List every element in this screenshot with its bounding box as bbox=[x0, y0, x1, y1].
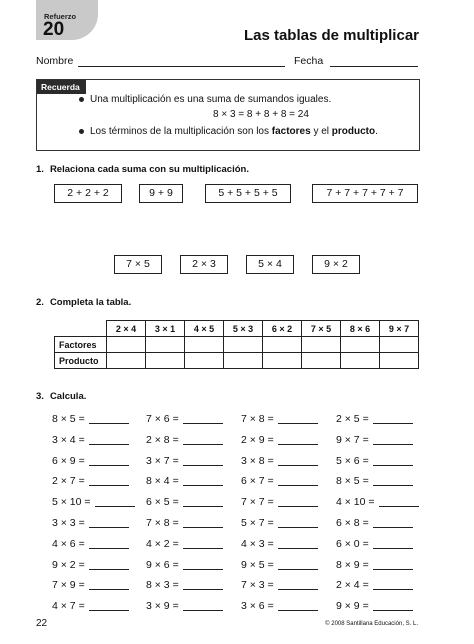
calc-expression: 2 × 4 = bbox=[336, 579, 369, 592]
calc-item bbox=[146, 475, 223, 487]
table-header: 6 × 2 bbox=[263, 321, 302, 337]
calc-item bbox=[146, 434, 223, 446]
answer-blank[interactable] bbox=[373, 423, 413, 424]
recuerda-tag: Recuerda bbox=[37, 80, 86, 94]
calc-expression: 5 × 10 = bbox=[52, 496, 91, 509]
product-box[interactable]: 2 × 3 bbox=[180, 255, 228, 274]
answer-blank[interactable] bbox=[278, 610, 318, 611]
name-field[interactable] bbox=[78, 66, 285, 67]
answer-cell[interactable] bbox=[224, 353, 263, 369]
calc-item bbox=[336, 434, 413, 446]
answer-cell[interactable] bbox=[107, 353, 146, 369]
calc-item bbox=[241, 413, 318, 425]
date-field[interactable] bbox=[330, 66, 418, 67]
calc-item bbox=[146, 413, 223, 425]
calc-expression: 9 × 7 = bbox=[336, 433, 369, 446]
answer-blank[interactable] bbox=[278, 589, 318, 590]
calc-expression: 7 × 7 = bbox=[241, 496, 274, 509]
answer-cell[interactable] bbox=[146, 353, 185, 369]
answer-blank[interactable] bbox=[278, 569, 318, 570]
calc-expression: 3 × 4 = bbox=[52, 433, 85, 446]
answer-cell[interactable] bbox=[341, 337, 380, 353]
calc-expression: 6 × 5 = bbox=[146, 496, 179, 509]
calc-item bbox=[146, 600, 223, 612]
calc-item bbox=[241, 579, 318, 591]
calc-item bbox=[52, 517, 129, 529]
product-box[interactable]: 5 × 4 bbox=[246, 255, 294, 274]
calc-expression: 2 × 5 = bbox=[336, 413, 369, 425]
calc-expression: 7 × 3 = bbox=[241, 579, 274, 592]
answer-blank[interactable] bbox=[278, 444, 318, 445]
calc-expression: 3 × 9 = bbox=[146, 600, 179, 613]
answer-cell[interactable] bbox=[302, 337, 341, 353]
answer-blank[interactable] bbox=[89, 610, 129, 611]
answer-cell[interactable] bbox=[302, 353, 341, 369]
sum-box[interactable]: 7 + 7 + 7 + 7 + 7 bbox=[312, 184, 418, 203]
calc-item bbox=[336, 517, 413, 529]
calc-expression: 9 × 6 = bbox=[146, 558, 179, 571]
calc-item bbox=[146, 517, 223, 529]
table-header: 3 × 1 bbox=[146, 321, 185, 337]
answer-cell[interactable] bbox=[185, 337, 224, 353]
table-row bbox=[55, 353, 419, 369]
calc-item bbox=[336, 538, 413, 550]
calc-item bbox=[241, 559, 318, 571]
answer-blank[interactable] bbox=[89, 569, 129, 570]
calc-item bbox=[146, 538, 223, 550]
calc-expression: 4 × 7 = bbox=[52, 600, 85, 613]
calc-item bbox=[336, 579, 413, 591]
answer-blank[interactable] bbox=[89, 465, 129, 466]
calc-item bbox=[241, 496, 318, 508]
multiplication-table bbox=[54, 320, 419, 369]
calc-expression: 3 × 3 = bbox=[52, 517, 85, 529]
recuerda-example: 8 × 3 = 8 + 8 + 8 = 24 bbox=[213, 109, 309, 120]
table-header: 7 × 5 bbox=[302, 321, 341, 337]
calc-expression: 4 × 3 = bbox=[241, 537, 274, 550]
table-corner bbox=[55, 321, 107, 337]
answer-blank[interactable] bbox=[183, 610, 223, 611]
answer-blank[interactable] bbox=[373, 548, 413, 549]
answer-blank[interactable] bbox=[278, 485, 318, 486]
answer-blank[interactable] bbox=[183, 465, 223, 466]
calc-expression: 2 × 9 = bbox=[241, 433, 274, 446]
answer-blank[interactable] bbox=[278, 506, 318, 507]
answer-cell[interactable] bbox=[341, 353, 380, 369]
calc-item bbox=[241, 455, 318, 467]
calc-expression: 6 × 0 = bbox=[336, 537, 369, 550]
answer-blank[interactable] bbox=[373, 465, 413, 466]
answer-cell[interactable] bbox=[224, 337, 263, 353]
bullet-icon bbox=[79, 97, 84, 102]
table-row bbox=[55, 337, 419, 353]
answer-blank[interactable] bbox=[183, 423, 223, 424]
calc-expression: 7 × 8 = bbox=[241, 413, 274, 425]
answer-blank[interactable] bbox=[95, 506, 135, 507]
answer-blank[interactable] bbox=[183, 569, 223, 570]
calc-expression: 9 × 5 = bbox=[241, 558, 274, 571]
calc-item bbox=[336, 413, 413, 425]
calc-expression: 8 × 3 = bbox=[146, 579, 179, 592]
tab-label: Refuerzo bbox=[44, 12, 77, 21]
answer-blank[interactable] bbox=[373, 569, 413, 570]
table-header: 8 × 6 bbox=[341, 321, 380, 337]
calc-item bbox=[52, 475, 129, 487]
calc-item bbox=[52, 600, 129, 612]
calc-expression: 8 × 5 = bbox=[52, 413, 85, 425]
product-box[interactable]: 7 × 5 bbox=[114, 255, 162, 274]
calc-expression: 2 × 7 = bbox=[52, 475, 85, 488]
calc-item bbox=[336, 475, 413, 487]
calc-item bbox=[241, 600, 318, 612]
answer-blank[interactable] bbox=[89, 485, 129, 486]
calc-expression: 8 × 9 = bbox=[336, 558, 369, 571]
calc-item bbox=[241, 517, 318, 529]
answer-blank[interactable] bbox=[373, 444, 413, 445]
calc-item bbox=[336, 496, 419, 508]
calc-expression: 2 × 8 = bbox=[146, 433, 179, 446]
calc-item bbox=[146, 559, 223, 571]
answer-blank[interactable] bbox=[183, 548, 223, 549]
calc-expression: 3 × 6 = bbox=[241, 600, 274, 613]
calc-expression: 6 × 8 = bbox=[336, 517, 369, 529]
calc-expression: 6 × 9 = bbox=[52, 454, 85, 467]
calc-expression: 4 × 2 = bbox=[146, 537, 179, 550]
answer-blank[interactable] bbox=[183, 485, 223, 486]
answer-cell[interactable] bbox=[185, 353, 224, 369]
answer-blank[interactable] bbox=[373, 610, 413, 611]
answer-blank[interactable] bbox=[278, 527, 318, 528]
answer-blank[interactable] bbox=[373, 485, 413, 486]
answer-blank[interactable] bbox=[89, 548, 129, 549]
calc-expression: 9 × 9 = bbox=[336, 600, 369, 613]
calc-item bbox=[52, 559, 129, 571]
page-number: 22 bbox=[36, 618, 48, 629]
table-header: 5 × 3 bbox=[224, 321, 263, 337]
calc-expression: 8 × 5 = bbox=[336, 475, 369, 488]
bullet-icon bbox=[79, 129, 84, 134]
calc-item bbox=[336, 455, 413, 467]
answer-cell[interactable] bbox=[146, 337, 185, 353]
answer-cell[interactable] bbox=[263, 353, 302, 369]
calc-item bbox=[52, 455, 129, 467]
answer-blank[interactable] bbox=[373, 589, 413, 590]
calc-expression: 5 × 6 = bbox=[336, 454, 369, 467]
answer-cell[interactable] bbox=[263, 337, 302, 353]
calc-expression: 5 × 7 = bbox=[241, 517, 274, 529]
calc-item bbox=[52, 538, 129, 550]
answer-blank[interactable] bbox=[89, 527, 129, 528]
answer-blank[interactable] bbox=[183, 444, 223, 445]
calc-item bbox=[52, 434, 129, 446]
answer-blank[interactable] bbox=[89, 444, 129, 445]
answer-blank[interactable] bbox=[278, 548, 318, 549]
answer-blank[interactable] bbox=[89, 589, 129, 590]
exercise-2-title: 2. Completa la tabla. bbox=[36, 297, 132, 308]
calc-expression: 7 × 9 = bbox=[52, 579, 85, 592]
calc-expression: 4 × 10 = bbox=[336, 496, 375, 509]
product-box[interactable]: 9 × 2 bbox=[312, 255, 360, 274]
calc-expression: 8 × 4 = bbox=[146, 475, 179, 488]
row-label-factores: Factores bbox=[55, 337, 107, 353]
table-header: 4 × 5 bbox=[185, 321, 224, 337]
row-label-producto: Producto bbox=[55, 353, 107, 369]
answer-blank[interactable] bbox=[278, 465, 318, 466]
tab-number: 20 bbox=[43, 19, 65, 40]
calc-item bbox=[146, 579, 223, 591]
recuerda-line-3: Los términos de la multiplicación son los factores y el producto. bbox=[79, 126, 378, 137]
calc-item bbox=[241, 475, 318, 487]
recuerda-line-1: Una multiplicación es una suma de sumandos iguales. bbox=[79, 94, 331, 105]
calc-item bbox=[52, 579, 129, 591]
answer-blank[interactable] bbox=[183, 589, 223, 590]
answer-blank[interactable] bbox=[373, 527, 413, 528]
calc-expression: 9 × 2 = bbox=[52, 558, 85, 571]
calc-item bbox=[146, 455, 223, 467]
answer-blank[interactable] bbox=[183, 527, 223, 528]
calc-item bbox=[146, 496, 223, 508]
calc-item bbox=[52, 413, 129, 425]
page-title: Las tablas de multiplicar bbox=[243, 27, 419, 44]
calc-expression: 3 × 8 = bbox=[241, 454, 274, 467]
calc-item bbox=[241, 434, 318, 446]
answer-blank[interactable] bbox=[278, 423, 318, 424]
calc-item bbox=[336, 600, 413, 612]
answer-blank[interactable] bbox=[89, 423, 129, 424]
name-date-row bbox=[36, 55, 418, 71]
calc-expression: 4 × 6 = bbox=[52, 537, 85, 550]
calc-item bbox=[336, 559, 413, 571]
answer-cell[interactable] bbox=[107, 337, 146, 353]
answer-cell[interactable] bbox=[380, 353, 419, 369]
calc-expression: 7 × 8 = bbox=[146, 517, 179, 529]
answer-blank[interactable] bbox=[379, 506, 419, 507]
name-label: Nombre bbox=[36, 55, 74, 67]
calc-item bbox=[241, 538, 318, 550]
sum-box[interactable]: 2 + 2 + 2 bbox=[54, 184, 122, 203]
exercise-3-title: 3. Calcula. bbox=[36, 391, 87, 402]
copyright: © 2008 Santillana Educación, S. L. bbox=[325, 621, 418, 627]
calc-expression: 6 × 7 = bbox=[241, 475, 274, 488]
sum-box[interactable]: 5 + 5 + 5 + 5 bbox=[205, 184, 291, 203]
date-label: Fecha bbox=[294, 55, 324, 67]
recuerda-box bbox=[36, 79, 420, 151]
answer-blank[interactable] bbox=[183, 506, 223, 507]
table-header: 9 × 7 bbox=[380, 321, 419, 337]
calc-expression: 7 × 6 = bbox=[146, 413, 179, 425]
calc-item bbox=[52, 496, 135, 508]
exercise-1-title: 1. Relaciona cada suma con su multiplicación. bbox=[36, 164, 249, 175]
answer-cell[interactable] bbox=[380, 337, 419, 353]
table-header: 2 × 4 bbox=[107, 321, 146, 337]
calc-expression: 3 × 7 = bbox=[146, 454, 179, 467]
sum-box[interactable]: 9 + 9 bbox=[139, 184, 183, 203]
